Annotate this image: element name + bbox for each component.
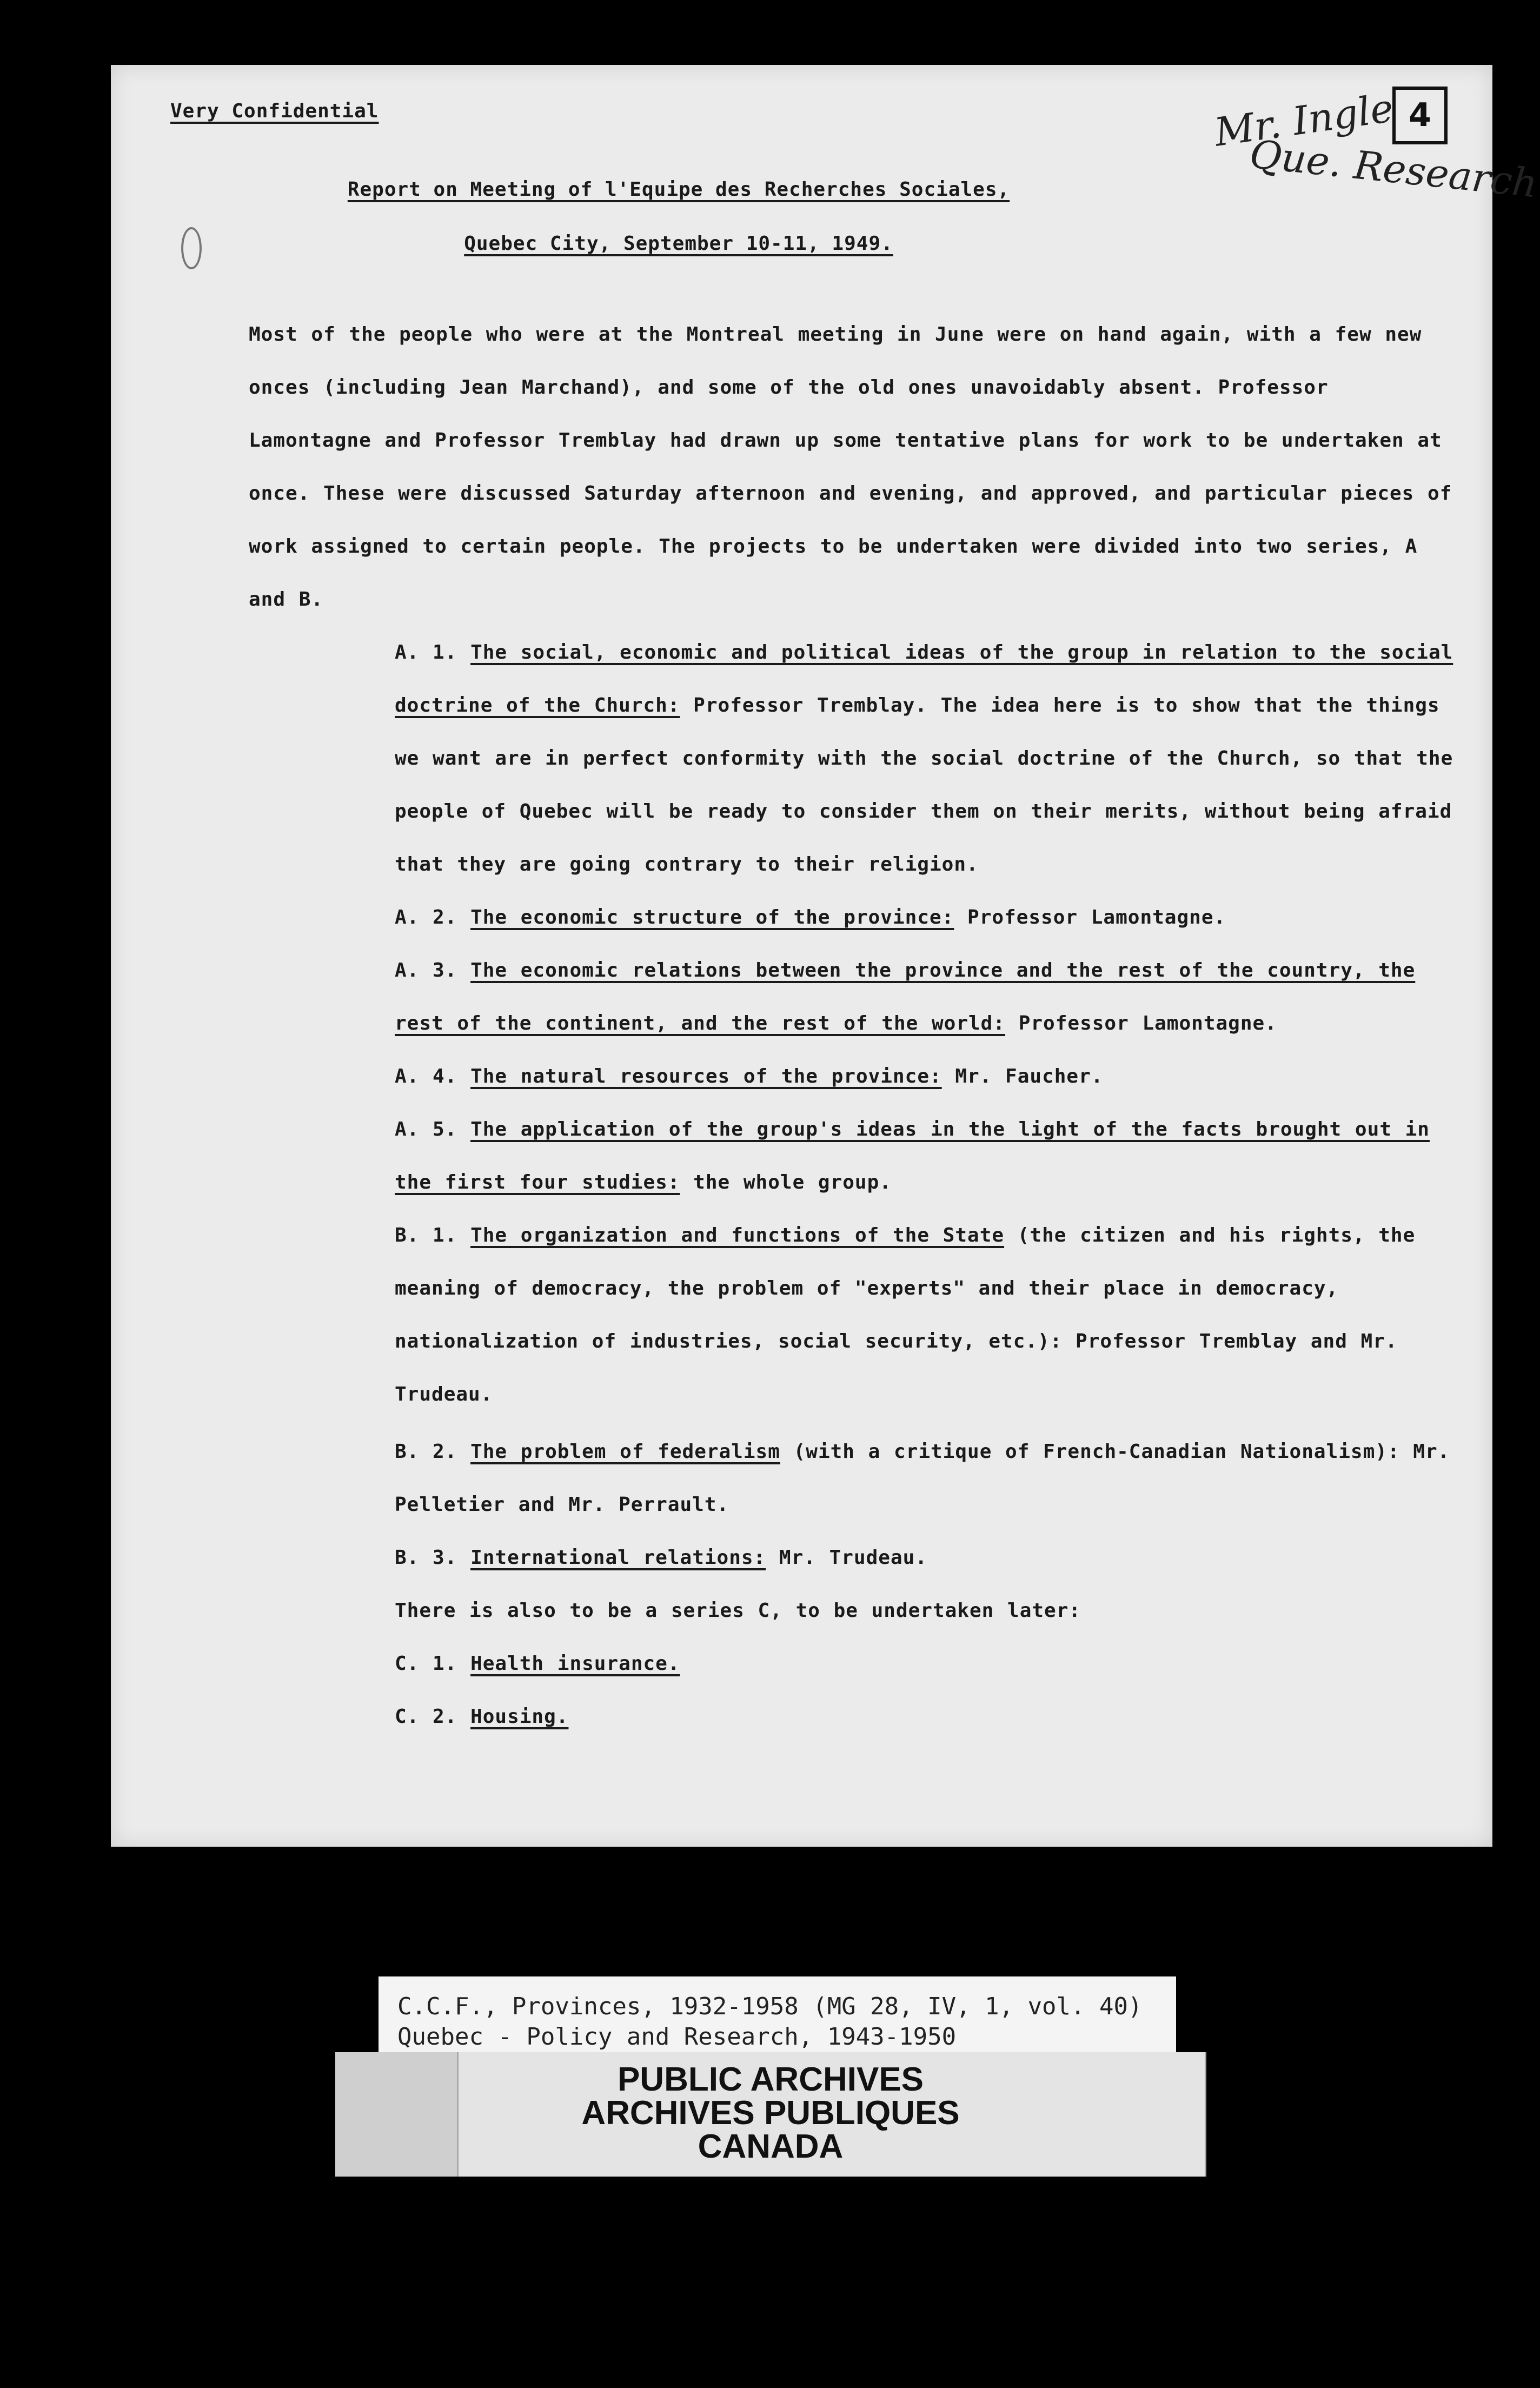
item-a1 xyxy=(249,626,1455,891)
item-b1 xyxy=(249,1209,1455,1421)
archives-stamp-line1: PUBLIC ARCHIVES xyxy=(617,2061,924,2098)
report-title xyxy=(111,178,1246,201)
report-body xyxy=(249,308,1455,1743)
item-number: A. 1. xyxy=(395,641,457,664)
archives-stamp-text xyxy=(335,2063,1206,2164)
item-number: C. 2. xyxy=(395,1706,457,1728)
item-number: C. 1. xyxy=(395,1653,457,1675)
archives-stamp-line3: CANADA xyxy=(698,2128,844,2165)
confidential-label: Very Confidential xyxy=(170,100,379,122)
item-number: B. 2. xyxy=(395,1441,457,1463)
item-topic: The organization and functions of the State xyxy=(470,1224,1005,1246)
item-number: A. 4. xyxy=(395,1065,457,1087)
item-topic: The economic structure of the province: xyxy=(470,906,954,928)
item-topic: International relations: xyxy=(470,1547,766,1569)
item-a4 xyxy=(249,1050,1455,1103)
item-topic: The problem of federalism xyxy=(470,1441,780,1463)
item-number: B. 1. xyxy=(395,1224,457,1246)
item-topic: The economic relations between the province and the rest of the country, the rest of the continent, and the rest of the world: xyxy=(395,959,1416,1034)
item-topic: Health insurance. xyxy=(470,1653,680,1675)
item-assignee: (with a critique of French-Canadian Nationalism): Mr. Pelletier and Mr. Perrault. xyxy=(395,1441,1450,1516)
item-assignee: Mr. Faucher. xyxy=(941,1065,1104,1087)
item-number: B. 3. xyxy=(395,1547,457,1569)
item-topic: The application of the group's ideas in the light of the facts brought out in the first four studies: xyxy=(395,1118,1430,1193)
item-assignee: (the citizen and his rights, the meaning of democracy, the problem of "experts" and their place in democracy, nationalization of industries, social security, etc.): Professor Tremblay and Mr. Trudeau. xyxy=(395,1224,1416,1405)
report-place-date-text: Quebec City, September 10-11, 1949. xyxy=(464,233,893,255)
handwritten-note-file: Que. Research xyxy=(1247,131,1540,207)
item-assignee: the whole group. xyxy=(680,1171,892,1193)
archives-stamp-line2: ARCHIVES PUBLIQUES xyxy=(581,2094,960,2132)
item-a5 xyxy=(249,1103,1455,1209)
series-c-intro: There is also to be a series C, to be undertaken later: xyxy=(395,1600,1081,1622)
item-number: A. 3. xyxy=(395,959,457,981)
archive-reference-line2: Quebec - Policy and Research, 1943-1950 xyxy=(397,2023,957,2051)
item-number: A. 5. xyxy=(395,1118,457,1140)
item-topic: The social, economic and political ideas of the group in relation to the social doctrine of the Church: xyxy=(395,641,1453,717)
handwritten-note-recipient: Mr. Ingle xyxy=(1211,85,1396,155)
item-c2 xyxy=(249,1690,1455,1743)
boxed-page-number: 4 xyxy=(1392,87,1448,144)
item-b2 xyxy=(249,1425,1455,1531)
archives-stamp xyxy=(335,2052,1206,2177)
item-assignee: Professor Tremblay. The idea here is to show that the things we want are in perfect conformity with the social doctrine of the Church, so that the people of Quebec will be ready to consider them on their merits, without being afraid that they are going contrary to their religion. xyxy=(395,694,1453,875)
item-topic: Housing. xyxy=(470,1706,569,1728)
item-assignee: Mr. Trudeau. xyxy=(766,1547,927,1569)
archive-reference-line1: C.C.F., Provinces, 1932-1958 (MG 28, IV, 1, vol. 40) xyxy=(397,1993,1143,2020)
item-topic: The natural resources of the province: xyxy=(470,1065,942,1087)
item-b3 xyxy=(249,1531,1455,1584)
intro-paragraph: Most of the people who were at the Montreal meeting in June were on hand again, with a few new onces (including Jean Marchand), and some of the old ones unavoidably absent. Professor Lamontagne and Professor Tremblay had drawn up some tentative plans for work to be undertaken at once. These were discussed Saturday afternoon and evening, and approved, and particular pieces of work assigned to certain people. The projects to be undertaken were divided into two series, A and B. xyxy=(249,323,1452,611)
item-assignee: Professor Lamontagne. xyxy=(954,906,1226,928)
item-a2 xyxy=(249,891,1455,944)
item-assignee: Professor Lamontagne. xyxy=(1005,1012,1277,1034)
report-place-date xyxy=(111,233,1246,255)
item-number: A. 2. xyxy=(395,906,457,928)
report-title-text: Report on Meeting of l'Equipe des Recherches Sociales, xyxy=(347,178,1010,201)
document-page xyxy=(111,65,1540,1847)
item-c1 xyxy=(249,1637,1455,1690)
item-a3 xyxy=(249,944,1455,1050)
